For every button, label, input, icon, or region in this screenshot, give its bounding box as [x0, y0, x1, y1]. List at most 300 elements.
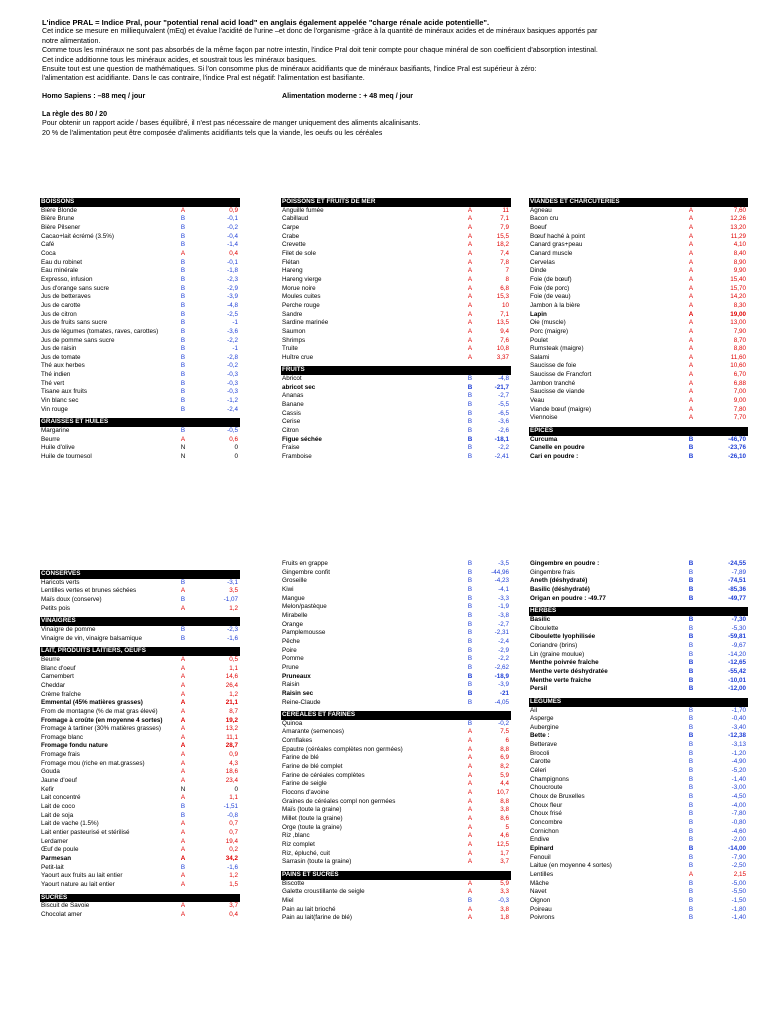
food-name: Moules cuites	[282, 293, 321, 301]
food-row	[40, 345, 240, 354]
pral-value: 21,1	[225, 699, 238, 707]
ph-class: B	[467, 392, 473, 400]
food-name: Pamplemousse	[282, 629, 326, 637]
food-row	[281, 612, 511, 621]
food-row	[40, 717, 240, 726]
food-row	[529, 758, 748, 767]
pral-value: -18,1	[494, 435, 509, 443]
ph-class: A	[180, 655, 186, 663]
food-name: Oie (muscle)	[530, 319, 566, 327]
food-name: Sandre	[282, 310, 303, 318]
food-name: Kiwi	[282, 585, 294, 593]
pral-value: 0	[234, 444, 238, 452]
pral-value: -3,13	[731, 741, 746, 749]
food-name: Rumsteak (maigre)	[530, 345, 584, 353]
pral-value: -12,65	[728, 659, 746, 667]
section-epices	[529, 427, 748, 462]
pral-value: -0,2	[227, 223, 238, 231]
pral-value: -2,9	[498, 646, 509, 654]
pral-value: 7,1	[500, 215, 509, 223]
pral-value: 19,4	[225, 837, 238, 845]
pral-value: -14,00	[728, 845, 746, 852]
food-name: Cabillaud	[282, 215, 309, 223]
pral-value: -4,1	[498, 585, 509, 593]
ph-class: A	[688, 310, 694, 318]
food-name: Dinde	[530, 267, 547, 275]
food-row	[281, 267, 511, 276]
pral-value: -49,77	[728, 594, 746, 602]
food-row	[40, 328, 240, 337]
ph-class: A	[180, 249, 186, 257]
food-name: Choux fleur	[530, 801, 563, 809]
food-name: Mangue	[282, 594, 305, 602]
modern-diet-intake: Alimentation moderne : + 48 meq / jour	[282, 91, 414, 100]
ph-class: A	[688, 223, 694, 231]
food-row	[529, 586, 748, 595]
pral-value: -14,20	[728, 650, 746, 658]
ph-class: B	[180, 336, 186, 344]
food-name: Saucisse de viande	[530, 388, 585, 396]
ph-class: B	[467, 383, 473, 391]
food-row	[529, 651, 748, 660]
pral-value: 0,6	[229, 435, 238, 443]
ph-class: A	[688, 293, 694, 301]
section-conserves	[40, 570, 240, 617]
ph-class: A	[467, 888, 473, 896]
food-row	[40, 250, 240, 259]
food-row	[281, 233, 511, 242]
ph-class: A	[180, 759, 186, 767]
ph-class: A	[467, 223, 473, 231]
pral-value: 7,00	[733, 388, 746, 396]
table-block	[40, 198, 240, 462]
ph-class: B	[688, 888, 694, 896]
pral-value: 11,1	[226, 733, 238, 741]
pral-value: -21	[499, 689, 509, 697]
pral-value: 4,10	[733, 241, 746, 249]
pral-value: 4,4	[500, 780, 509, 788]
pral-value: -3,8	[498, 611, 509, 619]
food-name: Jus de pomme sans sucre	[41, 336, 115, 344]
food-row	[40, 267, 240, 276]
pral-value: -9,67	[731, 641, 746, 649]
ph-class: B	[688, 715, 694, 723]
table-block	[40, 570, 240, 920]
food-name: Persil	[530, 685, 548, 693]
pral-value: 1,2	[229, 872, 238, 880]
food-name: Lait de soja	[41, 811, 74, 819]
pral-value: 7,6	[500, 336, 509, 344]
pral-value: 11,60	[730, 353, 746, 361]
ph-class: B	[180, 232, 186, 240]
ph-class: A	[180, 435, 186, 443]
section-poissons-et-fruits-de-mer	[281, 198, 511, 366]
pral-value: -5,50	[731, 888, 746, 896]
food-row	[529, 802, 748, 811]
ph-class: B	[180, 293, 186, 301]
food-row	[40, 388, 240, 397]
ph-class: B	[467, 672, 473, 680]
ph-class: A	[467, 797, 473, 805]
pral-value: -12,38	[728, 732, 746, 740]
ph-class: A	[467, 849, 473, 857]
ph-class: B	[180, 223, 186, 231]
food-row	[529, 836, 748, 845]
pral-value: 1,5	[229, 880, 238, 888]
ph-class: A	[688, 206, 694, 214]
ph-class: A	[180, 725, 186, 733]
section-boissons	[40, 198, 240, 418]
food-row	[40, 285, 240, 294]
pral-value: -0,1	[227, 215, 238, 223]
pral-value: 0	[234, 785, 238, 793]
food-row	[281, 906, 511, 915]
food-name: Tisane aux fruits	[41, 388, 87, 396]
food-name: Saumon	[282, 327, 306, 335]
section-header: FRUITS	[281, 366, 511, 375]
ph-class: A	[467, 267, 473, 275]
pral-value: -3,40	[731, 723, 746, 731]
ph-class: A	[180, 681, 186, 689]
pral-value: -0,3	[227, 371, 238, 379]
pral-value: 11	[502, 206, 509, 214]
food-name: Origan en poudre : -49.77	[530, 594, 606, 602]
food-row	[40, 579, 240, 588]
food-row	[529, 659, 748, 668]
pral-value: -55,42	[728, 667, 746, 675]
ph-class: B	[467, 375, 473, 383]
ph-class: B	[688, 560, 694, 567]
ph-class: B	[467, 620, 473, 628]
ph-class: B	[467, 655, 473, 663]
ph-class: B	[467, 698, 473, 706]
pral-value: 7,70	[733, 414, 746, 422]
food-name: Agneau	[530, 206, 552, 214]
ph-class: A	[180, 820, 186, 828]
food-name: Truite	[282, 345, 298, 353]
pral-value: 0	[234, 453, 238, 461]
ph-class: B	[180, 301, 186, 309]
ph-class: A	[467, 215, 473, 223]
food-row	[281, 302, 511, 311]
ph-class: B	[688, 615, 694, 623]
pral-value: -4,8	[227, 301, 238, 309]
ph-class: B	[180, 327, 186, 335]
food-row	[281, 259, 511, 268]
food-name: Saucisse de Francfort	[530, 371, 592, 379]
pral-value: 1,7	[500, 849, 509, 857]
food-row	[281, 763, 511, 772]
section-header: SUCRES	[40, 894, 240, 903]
ph-class: B	[180, 634, 186, 642]
food-name: Vin rouge	[41, 405, 68, 413]
food-row	[281, 841, 511, 850]
ph-class: A	[467, 914, 473, 922]
pral-value: 19,2	[225, 716, 238, 724]
food-row	[281, 224, 511, 233]
ph-class: A	[467, 858, 473, 866]
pral-value: 8,8	[500, 797, 509, 805]
food-name: Canard muscle	[530, 249, 573, 257]
intro-line: l'alimentation est acidifiante. Dans le cas contraire, l'indice Pral est négatif: l'alimentation est basifiante.	[42, 74, 365, 83]
food-row	[529, 750, 748, 759]
food-name: Jus de fruits sans sucre	[41, 319, 108, 327]
pral-value: -1,40	[731, 914, 746, 922]
pral-value: -4,00	[731, 801, 746, 809]
ph-class: A	[180, 902, 186, 910]
food-name: Champignons	[530, 775, 569, 783]
food-name: Vinaigre de pomme	[41, 625, 96, 633]
food-row	[40, 902, 240, 911]
pral-value: -2,3	[227, 625, 238, 633]
ph-class: B	[467, 689, 473, 697]
food-row	[40, 682, 240, 691]
pral-value: -3,5	[498, 560, 509, 567]
ph-class: A	[467, 345, 473, 353]
pral-value: 9,4	[500, 327, 509, 335]
food-row	[529, 625, 748, 634]
food-name: Cornflakes	[282, 737, 313, 745]
food-row	[281, 285, 511, 294]
food-row	[281, 250, 511, 259]
food-name: Margarine	[41, 427, 70, 435]
food-row	[281, 655, 511, 664]
food-name: Veau	[530, 397, 545, 405]
pral-value: 5	[505, 823, 509, 831]
food-row	[40, 302, 240, 311]
food-row	[529, 633, 748, 642]
food-row	[529, 914, 748, 923]
ph-class: A	[688, 379, 694, 387]
pral-value: 5,9	[500, 879, 509, 887]
pral-value: 6,70	[733, 371, 746, 379]
ph-class: A	[688, 275, 694, 283]
ph-class: B	[180, 258, 186, 266]
food-name: Emmental (45% matières grasses)	[41, 699, 143, 707]
pral-value: 3,5	[229, 587, 238, 595]
pral-value: 8,6	[500, 815, 509, 823]
pral-value: 6,9	[500, 754, 509, 762]
food-name: Crabe	[282, 232, 300, 240]
food-name: Foie (de porc)	[530, 284, 570, 292]
food-row	[529, 888, 748, 897]
food-name: Huile de tournesol	[41, 453, 92, 461]
food-row	[40, 233, 240, 242]
pral-value: 19,00	[730, 310, 746, 318]
food-row	[40, 911, 240, 920]
pral-value: -2,4	[227, 405, 238, 413]
pral-value: -1,2	[227, 397, 238, 405]
pral-value: -0,4	[227, 232, 238, 240]
food-name: Lin (graine moulue)	[530, 650, 585, 658]
food-row	[529, 715, 748, 724]
food-name: Aneth (déshydraté)	[530, 577, 588, 585]
food-name: Endive	[530, 836, 550, 844]
pral-value: 34,2	[225, 855, 238, 862]
pral-value: 0,5	[229, 655, 238, 663]
section-legumes	[529, 698, 748, 923]
pral-value: -4,50	[731, 793, 746, 801]
food-row	[281, 384, 511, 393]
ph-class: B	[688, 845, 694, 852]
pral-value: 3,7	[500, 858, 509, 866]
food-name: Yaourt aux fruits au lait entier	[41, 872, 123, 880]
intro-line: Cet indice additionne tous les minéraux acides, et soustrait tous les minéraux basiques.	[42, 55, 317, 64]
food-name: Riz, épluché, cuit	[282, 849, 330, 857]
ph-class: B	[688, 577, 694, 585]
food-row	[40, 276, 240, 285]
food-row	[529, 311, 748, 320]
pral-value: -12,00	[728, 685, 746, 693]
pral-value: 28,7	[225, 742, 238, 750]
ph-class: B	[467, 611, 473, 619]
food-row	[529, 828, 748, 837]
food-row	[40, 777, 240, 786]
food-row	[529, 732, 748, 741]
food-row	[40, 656, 240, 665]
food-row	[281, 328, 511, 337]
ph-class: B	[688, 784, 694, 792]
ph-class: A	[180, 206, 186, 214]
food-name: Graines de céréales compl non germées	[282, 797, 396, 805]
food-name: Carotte	[530, 758, 551, 766]
ph-class: A	[180, 872, 186, 880]
section-header: BOISSONS	[40, 198, 240, 207]
ph-class: A	[180, 716, 186, 724]
food-row	[529, 397, 748, 406]
food-row	[40, 596, 240, 605]
intro-line: Comme tous les minéraux ne sont pas absorbés de la même façon par notre intestin, l'indice Pral doit tenir compte pour chaque minéral de son coefficient d'absorption intestinal.	[42, 46, 598, 55]
ph-class: A	[688, 345, 694, 353]
food-name: Poivrons	[530, 914, 555, 922]
ph-class: B	[467, 409, 473, 417]
food-row	[529, 371, 748, 380]
ph-class: B	[180, 427, 186, 435]
pral-value: -1,70	[731, 706, 746, 714]
food-row	[529, 414, 748, 423]
ph-class: A	[688, 397, 694, 405]
section-cereales-et-farines	[281, 711, 511, 871]
ph-class: A	[467, 832, 473, 840]
ph-class: B	[180, 388, 186, 396]
ph-class: B	[688, 659, 694, 667]
food-row	[529, 685, 748, 694]
section-continued	[281, 560, 511, 711]
food-name: Farine de blé	[282, 754, 319, 762]
food-name: Basilic (déshydraté)	[530, 585, 590, 593]
food-row	[40, 380, 240, 389]
food-name: Filet de sole	[282, 249, 316, 257]
food-name: Menthe verte déshydratée	[530, 667, 608, 675]
food-row	[281, 888, 511, 897]
food-row	[40, 337, 240, 346]
rule-title: La règle des 80 / 20	[42, 109, 108, 118]
food-row	[529, 616, 748, 625]
food-row	[40, 855, 240, 864]
pral-value: -21,7	[494, 383, 509, 391]
food-row	[281, 798, 511, 807]
food-name: Farine de blé complet	[282, 763, 343, 771]
food-row	[40, 605, 240, 614]
pral-value: 0,7	[229, 829, 238, 837]
food-name: Miel	[282, 896, 294, 904]
food-name: Navet	[530, 888, 547, 896]
food-row	[281, 215, 511, 224]
pral-value: 5,9	[500, 771, 509, 779]
pral-value: -2,7	[498, 620, 509, 628]
ph-class: B	[688, 914, 694, 922]
ph-class: A	[688, 301, 694, 309]
ph-class: A	[467, 319, 473, 327]
food-row	[281, 375, 511, 384]
food-name: Hareng	[282, 267, 303, 275]
pral-value: 7,4	[500, 249, 509, 257]
section-herbes	[529, 607, 748, 698]
food-row	[281, 276, 511, 285]
ph-class: B	[688, 685, 694, 693]
food-name: Farine de seigle	[282, 780, 327, 788]
food-name: Jus de raisin	[41, 345, 77, 353]
food-row	[281, 444, 511, 453]
section-continued	[529, 560, 748, 607]
food-row	[529, 444, 748, 453]
ph-class: B	[180, 405, 186, 413]
ph-class: B	[688, 767, 694, 775]
food-row	[281, 789, 511, 798]
food-row	[281, 746, 511, 755]
food-name: Poire	[282, 646, 297, 654]
food-name: Ananas	[282, 392, 304, 400]
food-name: Crevette	[282, 241, 306, 249]
pral-value: -26,10	[728, 453, 746, 461]
ph-class: B	[688, 819, 694, 827]
food-row	[529, 267, 748, 276]
pral-value: 23,4	[225, 777, 238, 785]
food-name: Biscotte	[282, 879, 305, 887]
pral-value: 6,8	[500, 284, 509, 292]
ph-class: B	[467, 663, 473, 671]
pral-value: 0,4	[229, 249, 238, 257]
ph-class: A	[467, 301, 473, 309]
food-row	[529, 293, 748, 302]
food-row	[281, 858, 511, 867]
ph-class: A	[180, 664, 186, 672]
ph-class: B	[467, 577, 473, 585]
food-name: Jus de carotte	[41, 301, 81, 309]
ph-class: B	[467, 418, 473, 426]
ph-class: A	[688, 327, 694, 335]
ph-class: A	[180, 733, 186, 741]
food-row	[529, 453, 748, 462]
ph-class: B	[180, 267, 186, 275]
food-row	[529, 362, 748, 371]
pral-value: -1	[232, 319, 238, 327]
food-row	[529, 328, 748, 337]
food-name: Maïs doux (conserve)	[41, 595, 102, 603]
pral-value: 7,90	[733, 327, 746, 335]
table-block	[281, 560, 511, 923]
pral-value: 3,3	[500, 888, 509, 896]
intro-line: Cet indice se mesure en milliequivalent (mEq) et évalue l'acidité de l'urine –et donc de l'organisme -grâce à la quantité de minéraux acides et de minéraux basiques apportés par	[42, 27, 598, 36]
food-row	[529, 380, 748, 389]
pral-value: -4,23	[494, 577, 509, 585]
food-row	[40, 803, 240, 812]
food-name: Jambon tranché	[530, 379, 576, 387]
rule-line: Pour obtenir un rapport acide / bases équilibré, il n'est pas nécessaire de manger uniquement des aliments alcalinisants.	[42, 119, 421, 128]
food-row	[281, 850, 511, 859]
food-row	[281, 418, 511, 427]
food-name: Lapin	[530, 310, 547, 318]
